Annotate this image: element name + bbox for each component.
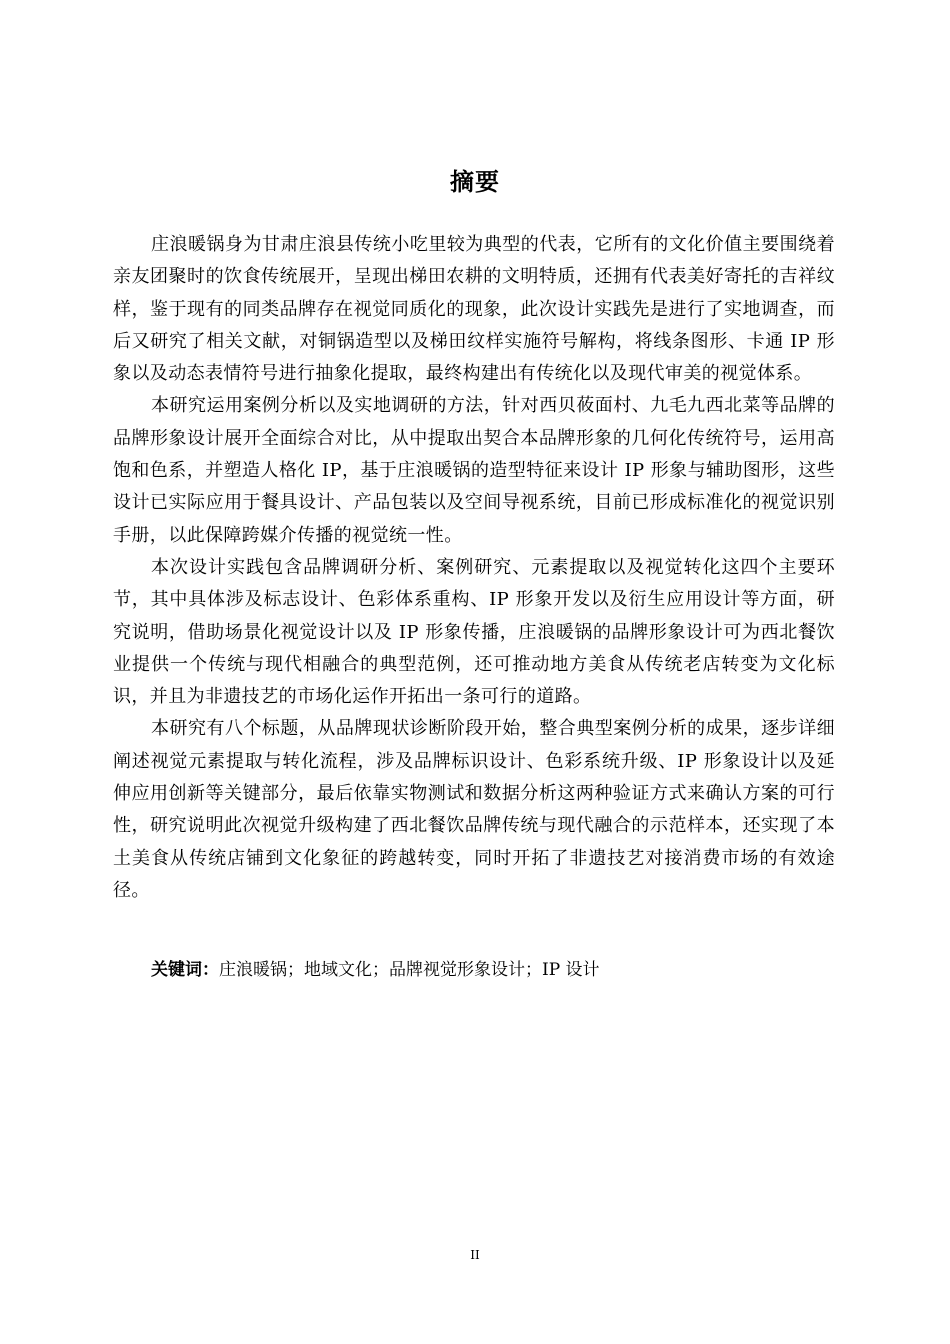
keywords-value: 庄浪暖锅；地域文化；品牌视觉形象设计；IP 设计 — [219, 960, 600, 980]
abstract-paragraph-1: 庄浪暖锅身为甘肃庄浪县传统小吃里较为典型的代表，它所有的文化价值主要围绕着亲友团聚时的饮食传统展开，呈现出梯田农耕的文明特质，还拥有代表美好寄托的吉祥纹样，鉴于现有的同类品牌存在视觉同质化的现象，此次设计实践先是进行了实地调查，而后又研究了相关文献，对铜锅造型以及梯田纹样实施符号解构，将线条图形、卡通 IP 形象以及动态表情符号进行抽象化提取，最终构建出有传统化以及现代审美的视觉体系。 — [113, 234, 835, 385]
abstract-body — [113, 229, 835, 907]
page-number: II — [470, 1248, 480, 1262]
abstract-paragraph-4: 本研究有八个标题，从品牌现状诊断阶段开始，整合典型案例分析的成果，逐步详细阐述视觉元素提取与转化流程，涉及品牌标识设计、色彩系统升级、IP 形象设计以及延伸应用创新等关键部分，最后依靠实物测试和数据分析这两种验证方式来确认方案的可行性，研究说明此次视觉升级构建了西北餐饮品牌传统与现代融合的示范样本，还实现了本土美食从传统店铺到文化象征的跨越转变，同时开拓了非遗技艺对接消费市场的有效途径。 — [113, 718, 835, 901]
keywords-label: 关键词： — [151, 960, 219, 980]
abstract-paragraph-3: 本次设计实践包含品牌调研分析、案例研究、元素提取以及视觉转化这四个主要环节，其中具体涉及标志设计、色彩体系重构、IP 形象开发以及衍生应用设计等方面，研究说明，借助场景化视觉设计以及 IP 形象传播，庄浪暖锅的品牌形象设计可为西北餐饮业提供一个传统与现代相融合的典型范例，还可推动地方美食从传统老店转变为文化标识，并且为非遗技艺的市场化运作开拓出一条可行的道路。 — [113, 556, 835, 708]
page-title: 摘要 — [450, 168, 500, 196]
abstract-paragraph-2: 本研究运用案例分析以及实地调研的方法，针对西贝莜面村、九毛九西北菜等品牌的品牌形象设计展开全面综合对比，从中提取出契合本品牌形象的几何化传统符号，运用高饱和色系，并塑造人格化 IP，基于庄浪暖锅的造型特征来设计 IP 形象与辅助图形，这些设计已实际应用于餐具设计、产品包装以及空间导视系统，目前已形成标准化的视觉识别手册，以此保障跨媒介传播的视觉统一性。 — [113, 395, 835, 546]
keywords-line — [151, 955, 600, 985]
